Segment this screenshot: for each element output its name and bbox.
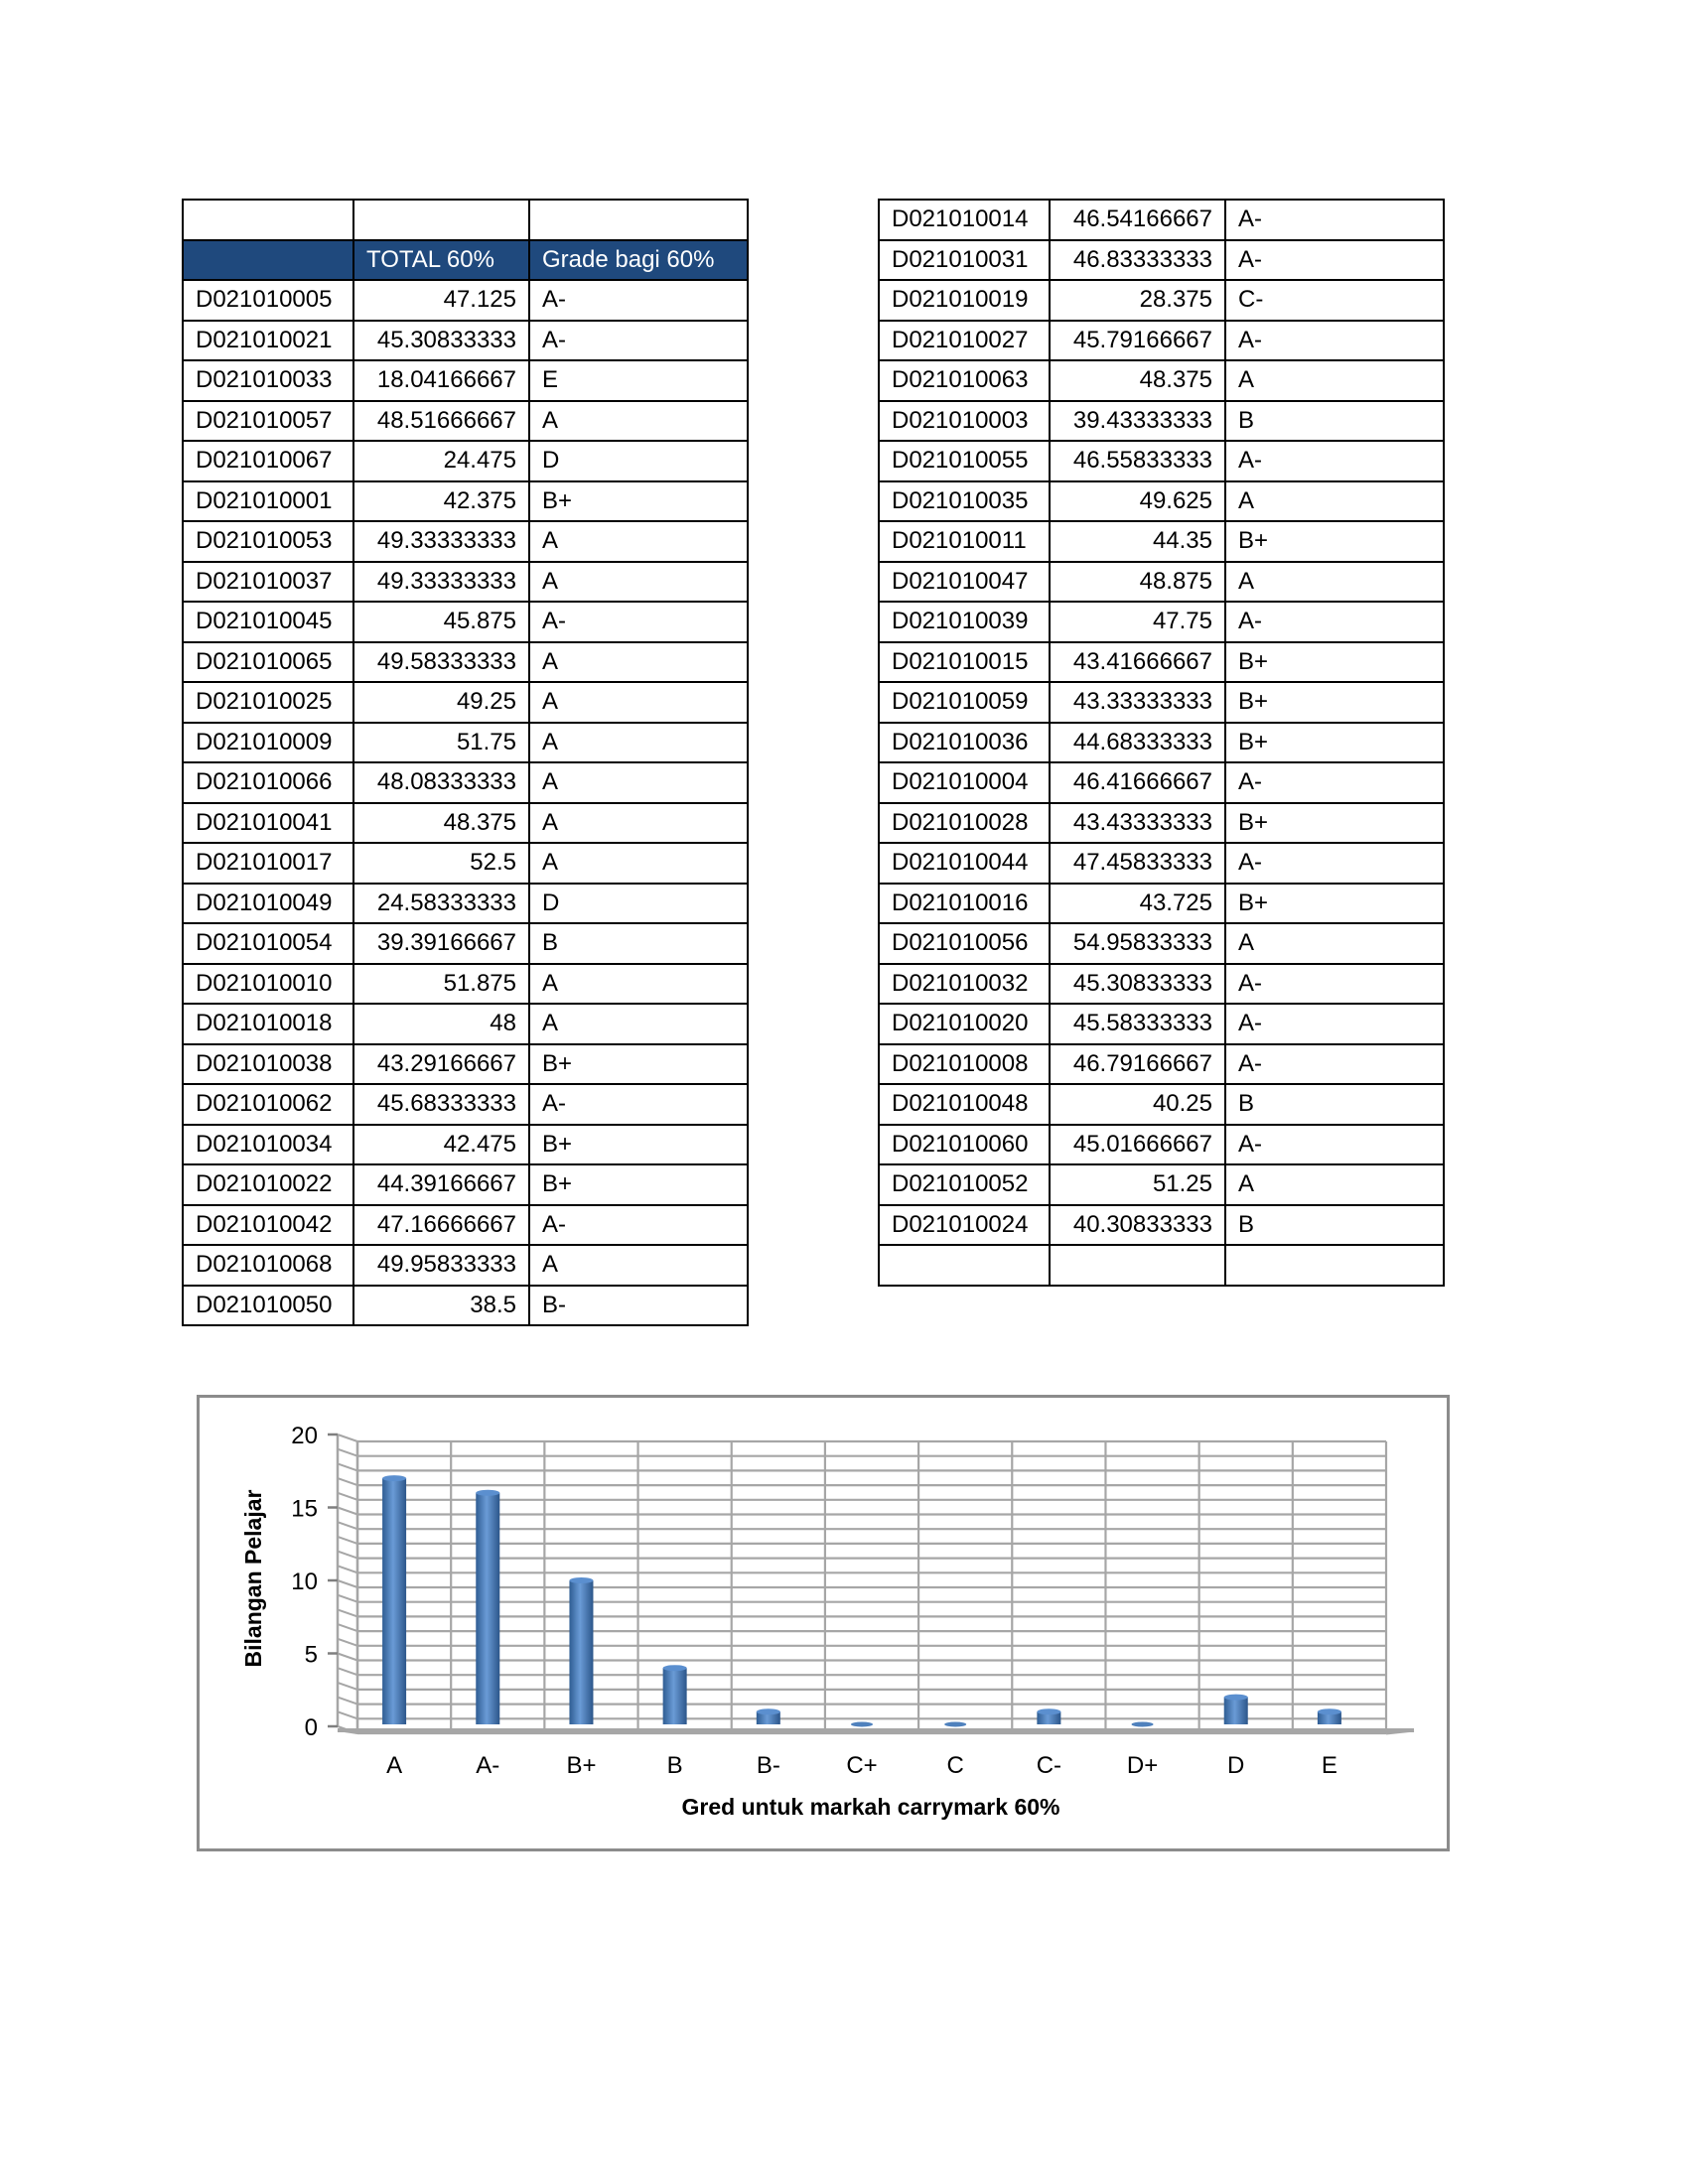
grade-cell: B+ xyxy=(1225,884,1444,924)
table-row xyxy=(879,1004,1444,1044)
total-cell: 24.58333333 xyxy=(353,884,529,924)
table-row xyxy=(879,321,1444,361)
grade-cell: B+ xyxy=(1225,682,1444,723)
side-gridline xyxy=(338,1508,357,1515)
student-id-cell xyxy=(879,1245,1050,1286)
total-cell: 51.25 xyxy=(1050,1164,1225,1205)
grade-cell: D xyxy=(529,884,748,924)
student-id-cell: D021010056 xyxy=(879,923,1050,964)
table-row xyxy=(183,441,748,481)
table-row xyxy=(879,360,1444,401)
total-cell: 48.51666667 xyxy=(353,401,529,442)
table-row xyxy=(879,1125,1444,1165)
grade-cell: A xyxy=(529,803,748,844)
table-row xyxy=(879,682,1444,723)
student-id-cell xyxy=(183,200,353,240)
table-row xyxy=(183,803,748,844)
total-cell: 44.39166667 xyxy=(353,1164,529,1205)
grade-cell: A xyxy=(529,762,748,803)
bar-A- xyxy=(476,1493,499,1724)
total-cell: 24.475 xyxy=(353,441,529,481)
y-tick-label: 0 xyxy=(304,1714,318,1741)
student-id-cell: D021010050 xyxy=(183,1286,353,1326)
grade-cell: B- xyxy=(529,1286,748,1326)
grade-cell: A xyxy=(529,401,748,442)
grade-cell: E xyxy=(529,360,748,401)
total-cell: 49.625 xyxy=(1050,481,1225,522)
grade-cell xyxy=(1225,1245,1444,1286)
y-axis-ticks xyxy=(291,1423,338,1741)
table-row xyxy=(879,642,1444,683)
total-cell: 42.475 xyxy=(353,1125,529,1165)
total-cell: 39.39166667 xyxy=(353,923,529,964)
side-gridline xyxy=(338,1624,357,1631)
total-cell: 47.16666667 xyxy=(353,1205,529,1246)
table-row xyxy=(879,803,1444,844)
y-tick-label: 20 xyxy=(291,1423,318,1449)
table-row xyxy=(183,884,748,924)
bar-top xyxy=(1037,1708,1060,1714)
total-cell: 49.95833333 xyxy=(353,1245,529,1286)
student-id-cell: D021010016 xyxy=(879,884,1050,924)
table-row xyxy=(879,723,1444,763)
y-tick-label: 15 xyxy=(291,1495,318,1523)
grade-distribution-chart xyxy=(197,1395,1450,1851)
total-cell: 47.125 xyxy=(353,280,529,321)
grade-cell: A xyxy=(1225,481,1444,522)
total-cell: 43.725 xyxy=(1050,884,1225,924)
total-cell: 49.33333333 xyxy=(353,562,529,603)
table-row xyxy=(183,1164,748,1205)
bar-D+ xyxy=(1132,1722,1154,1727)
student-id-cell: D021010060 xyxy=(879,1125,1050,1165)
table-row xyxy=(879,1044,1444,1085)
student-id-cell: D021010032 xyxy=(879,964,1050,1005)
grade-cell: A- xyxy=(529,602,748,642)
grade-cell: A- xyxy=(1225,240,1444,281)
student-id-cell: D021010017 xyxy=(183,843,353,884)
y-axis-title: Bilangan Pelajar xyxy=(240,1489,266,1668)
total-cell: 43.41666667 xyxy=(1050,642,1225,683)
grade-cell: A- xyxy=(529,321,748,361)
table-row xyxy=(879,280,1444,321)
total-cell: 48.875 xyxy=(1050,562,1225,603)
total-cell xyxy=(353,200,529,240)
student-id-cell: D021010057 xyxy=(183,401,353,442)
grade-cell: A- xyxy=(1225,200,1444,240)
grade-cell: A xyxy=(529,964,748,1005)
total-cell: 44.35 xyxy=(1050,521,1225,562)
grade-cell: A xyxy=(1225,1164,1444,1205)
bar-D xyxy=(1224,1698,1248,1724)
y-tick-label: 5 xyxy=(304,1641,318,1669)
student-id-cell: D021010034 xyxy=(183,1125,353,1165)
student-id-cell: D021010055 xyxy=(879,441,1050,481)
grade-cell: C- xyxy=(1225,280,1444,321)
x-tick-label: A- xyxy=(476,1752,500,1779)
student-id-cell: D021010011 xyxy=(879,521,1050,562)
grade-cell: A xyxy=(529,723,748,763)
total-cell: 48.375 xyxy=(353,803,529,844)
header-total: TOTAL 60% xyxy=(353,240,529,281)
total-cell: 40.25 xyxy=(1050,1084,1225,1125)
x-tick-label: B- xyxy=(756,1752,780,1779)
grade-cell: B+ xyxy=(529,1044,748,1085)
blank-row xyxy=(879,1245,1444,1286)
student-id-cell: D021010005 xyxy=(183,280,353,321)
x-tick-label: B xyxy=(666,1752,683,1779)
student-id-cell: D021010035 xyxy=(879,481,1050,522)
total-cell: 45.30833333 xyxy=(353,321,529,361)
x-tick-label: A xyxy=(386,1752,403,1779)
total-cell xyxy=(1050,1245,1225,1286)
table-row xyxy=(183,602,748,642)
table-row xyxy=(879,843,1444,884)
table-row xyxy=(183,1044,748,1085)
total-cell: 40.30833333 xyxy=(1050,1205,1225,1246)
y-tick-label: 10 xyxy=(291,1569,318,1595)
x-axis-title: Gred untuk markah carrymark 60% xyxy=(681,1794,1060,1820)
bar-top xyxy=(569,1577,593,1583)
total-cell: 52.5 xyxy=(353,843,529,884)
grade-cell: A- xyxy=(1225,602,1444,642)
student-id-cell: D021010037 xyxy=(183,562,353,603)
table-row xyxy=(183,723,748,763)
bar-top xyxy=(663,1665,687,1671)
total-cell: 39.43333333 xyxy=(1050,401,1225,442)
table-row xyxy=(879,401,1444,442)
bar-C+ xyxy=(851,1722,873,1727)
grade-cell: B+ xyxy=(1225,521,1444,562)
student-id-cell: D021010039 xyxy=(879,602,1050,642)
side-gridline xyxy=(338,1478,357,1485)
table-row xyxy=(879,884,1444,924)
side-gridline xyxy=(338,1522,357,1529)
side-gridline xyxy=(338,1654,357,1661)
student-id-cell: D021010067 xyxy=(183,441,353,481)
table-row xyxy=(183,280,748,321)
grades-table-left xyxy=(182,199,749,1326)
student-id-cell: D021010031 xyxy=(879,240,1050,281)
table-row xyxy=(183,1205,748,1246)
student-id-cell: D021010009 xyxy=(183,723,353,763)
student-id-cell: D021010018 xyxy=(183,1004,353,1044)
bar-top xyxy=(757,1708,780,1714)
table-row xyxy=(879,441,1444,481)
bar-top xyxy=(476,1490,499,1496)
table-row xyxy=(879,562,1444,603)
student-id-cell: D021010042 xyxy=(183,1205,353,1246)
side-gridline xyxy=(338,1449,357,1456)
table-row xyxy=(183,360,748,401)
total-cell: 46.55833333 xyxy=(1050,441,1225,481)
grade-cell: A- xyxy=(1225,843,1444,884)
total-cell: 46.83333333 xyxy=(1050,240,1225,281)
grade-cell: A- xyxy=(529,1084,748,1125)
grade-cell: D xyxy=(529,441,748,481)
grade-cell: B+ xyxy=(529,1125,748,1165)
total-cell: 46.79166667 xyxy=(1050,1044,1225,1085)
student-id-cell: D021010045 xyxy=(183,602,353,642)
total-cell: 54.95833333 xyxy=(1050,923,1225,964)
grade-cell: A- xyxy=(529,280,748,321)
table-row xyxy=(183,401,748,442)
student-id-cell: D021010015 xyxy=(879,642,1050,683)
total-cell: 43.33333333 xyxy=(1050,682,1225,723)
total-cell: 45.01666667 xyxy=(1050,1125,1225,1165)
side-gridline xyxy=(338,1639,357,1646)
table-row xyxy=(879,964,1444,1005)
total-cell: 45.875 xyxy=(353,602,529,642)
grade-cell: B+ xyxy=(529,481,748,522)
grade-cell: A- xyxy=(1225,441,1444,481)
side-gridline xyxy=(338,1434,357,1441)
student-id-cell: D021010053 xyxy=(183,521,353,562)
grade-cell: B xyxy=(1225,1205,1444,1246)
grade-cell: B+ xyxy=(1225,642,1444,683)
student-id-cell: D021010038 xyxy=(183,1044,353,1085)
x-tick-label: B+ xyxy=(566,1752,597,1779)
grade-cell: A xyxy=(529,682,748,723)
student-id-cell: D021010062 xyxy=(183,1084,353,1125)
grade-cell: B xyxy=(529,923,748,964)
side-gridline xyxy=(338,1566,357,1572)
bar-A xyxy=(382,1478,406,1724)
table-row xyxy=(183,682,748,723)
side-gridline xyxy=(338,1463,357,1470)
total-cell: 43.29166667 xyxy=(353,1044,529,1085)
side-gridline xyxy=(338,1698,357,1705)
total-cell: 45.79166667 xyxy=(1050,321,1225,361)
grade-cell: B xyxy=(1225,1084,1444,1125)
grade-cell: A- xyxy=(1225,762,1444,803)
total-cell: 49.25 xyxy=(353,682,529,723)
chart-canvas xyxy=(200,1398,1447,1848)
total-cell: 48.08333333 xyxy=(353,762,529,803)
grade-cell: A- xyxy=(529,1205,748,1246)
x-axis-ticks xyxy=(386,1752,1337,1779)
total-cell: 44.68333333 xyxy=(1050,723,1225,763)
bar-top xyxy=(382,1475,406,1481)
student-id-cell: D021010049 xyxy=(183,884,353,924)
table-row xyxy=(879,1164,1444,1205)
total-cell: 48.375 xyxy=(1050,360,1225,401)
table-row xyxy=(183,1125,748,1165)
table-row xyxy=(879,1084,1444,1125)
table-row xyxy=(879,923,1444,964)
table-row xyxy=(879,1205,1444,1246)
student-id-cell: D021010054 xyxy=(183,923,353,964)
table-row xyxy=(183,964,748,1005)
grade-cell: A xyxy=(1225,923,1444,964)
total-cell: 47.45833333 xyxy=(1050,843,1225,884)
student-id-cell: D021010025 xyxy=(183,682,353,723)
student-id-cell: D021010019 xyxy=(879,280,1050,321)
grade-cell: B xyxy=(1225,401,1444,442)
table-row xyxy=(183,1286,748,1326)
side-gridline xyxy=(338,1537,357,1544)
table-row xyxy=(183,481,748,522)
student-id-cell: D021010014 xyxy=(879,200,1050,240)
grade-cell: B+ xyxy=(1225,803,1444,844)
total-cell: 49.33333333 xyxy=(353,521,529,562)
student-id-cell: D021010041 xyxy=(183,803,353,844)
side-gridline xyxy=(338,1668,357,1675)
x-tick-label: C+ xyxy=(846,1752,878,1779)
total-cell: 43.43333333 xyxy=(1050,803,1225,844)
grade-cell: A xyxy=(529,642,748,683)
student-id-cell: D021010047 xyxy=(879,562,1050,603)
bar-C xyxy=(944,1722,966,1727)
student-id-cell: D021010044 xyxy=(879,843,1050,884)
grade-cell: A xyxy=(529,1004,748,1044)
student-id-cell: D021010022 xyxy=(183,1164,353,1205)
table-row xyxy=(183,1004,748,1044)
bar-top xyxy=(1318,1708,1341,1714)
total-cell: 18.04166667 xyxy=(353,360,529,401)
grade-cell xyxy=(529,200,748,240)
table-row xyxy=(879,521,1444,562)
side-gridline xyxy=(338,1552,357,1559)
table-row xyxy=(183,1084,748,1125)
grade-cell: A xyxy=(1225,360,1444,401)
student-id-cell: D021010020 xyxy=(879,1004,1050,1044)
student-id-cell: D021010008 xyxy=(879,1044,1050,1085)
x-tick-label: C- xyxy=(1036,1752,1062,1779)
student-id-cell: D021010033 xyxy=(183,360,353,401)
student-id-cell: D021010024 xyxy=(879,1205,1050,1246)
x-tick-label: C xyxy=(946,1752,964,1779)
table-row xyxy=(183,762,748,803)
total-cell: 45.58333333 xyxy=(1050,1004,1225,1044)
bar-top xyxy=(1224,1695,1248,1701)
table-row xyxy=(879,240,1444,281)
total-cell: 45.30833333 xyxy=(1050,964,1225,1005)
table-row xyxy=(183,923,748,964)
student-id-cell: D021010001 xyxy=(183,481,353,522)
side-gridline xyxy=(338,1595,357,1602)
table-row xyxy=(183,642,748,683)
table-row xyxy=(183,1245,748,1286)
bar-B xyxy=(663,1668,687,1724)
grade-cell: A xyxy=(529,1245,748,1286)
total-cell: 49.58333333 xyxy=(353,642,529,683)
grade-cell: A xyxy=(529,562,748,603)
student-id-cell: D021010028 xyxy=(879,803,1050,844)
table-row xyxy=(183,562,748,603)
grade-cell: A- xyxy=(1225,1125,1444,1165)
table-header-row xyxy=(183,240,748,281)
student-id-cell: D021010021 xyxy=(183,321,353,361)
student-id-cell: D021010048 xyxy=(879,1084,1050,1125)
student-id-cell: D021010010 xyxy=(183,964,353,1005)
student-id-cell: D021010063 xyxy=(879,360,1050,401)
student-id-cell: D021010004 xyxy=(879,762,1050,803)
x-tick-label: D+ xyxy=(1126,1752,1159,1779)
student-id-cell: D021010003 xyxy=(879,401,1050,442)
side-gridline xyxy=(338,1683,357,1690)
total-cell: 47.75 xyxy=(1050,602,1225,642)
grade-cell: A- xyxy=(1225,1004,1444,1044)
total-cell: 38.5 xyxy=(353,1286,529,1326)
table-row xyxy=(183,321,748,361)
blank-row xyxy=(183,200,748,240)
x-tick-label: D xyxy=(1227,1752,1245,1779)
student-id-cell: D021010059 xyxy=(879,682,1050,723)
grade-cell: B+ xyxy=(529,1164,748,1205)
student-id-cell: D021010027 xyxy=(879,321,1050,361)
header-empty-cell xyxy=(183,240,353,281)
total-cell: 51.75 xyxy=(353,723,529,763)
table-row xyxy=(879,200,1444,240)
student-id-cell: D021010052 xyxy=(879,1164,1050,1205)
grade-cell: A- xyxy=(1225,321,1444,361)
grade-cell: A- xyxy=(1225,1044,1444,1085)
x-tick-label: E xyxy=(1321,1752,1337,1779)
total-cell: 42.375 xyxy=(353,481,529,522)
total-cell: 46.54166667 xyxy=(1050,200,1225,240)
side-gridline xyxy=(338,1580,357,1587)
table-row xyxy=(879,481,1444,522)
side-gridline xyxy=(338,1493,357,1500)
table-row xyxy=(879,762,1444,803)
grade-cell: A xyxy=(529,843,748,884)
grade-cell: A xyxy=(529,521,748,562)
student-id-cell: D021010065 xyxy=(183,642,353,683)
student-id-cell: D021010068 xyxy=(183,1245,353,1286)
grade-cell: A xyxy=(1225,562,1444,603)
side-gridline xyxy=(338,1711,357,1718)
header-grade: Grade bagi 60% xyxy=(529,240,748,281)
grades-table-right xyxy=(878,199,1445,1287)
table-row xyxy=(879,602,1444,642)
side-gridline xyxy=(338,1609,357,1616)
bar-B+ xyxy=(569,1580,593,1724)
grade-cell: B+ xyxy=(1225,723,1444,763)
student-id-cell: D021010036 xyxy=(879,723,1050,763)
student-id-cell: D021010066 xyxy=(183,762,353,803)
total-cell: 51.875 xyxy=(353,964,529,1005)
total-cell: 48 xyxy=(353,1004,529,1044)
total-cell: 46.41666667 xyxy=(1050,762,1225,803)
total-cell: 28.375 xyxy=(1050,280,1225,321)
grade-cell: A- xyxy=(1225,964,1444,1005)
table-row xyxy=(183,843,748,884)
table-row xyxy=(183,521,748,562)
total-cell: 45.68333333 xyxy=(353,1084,529,1125)
